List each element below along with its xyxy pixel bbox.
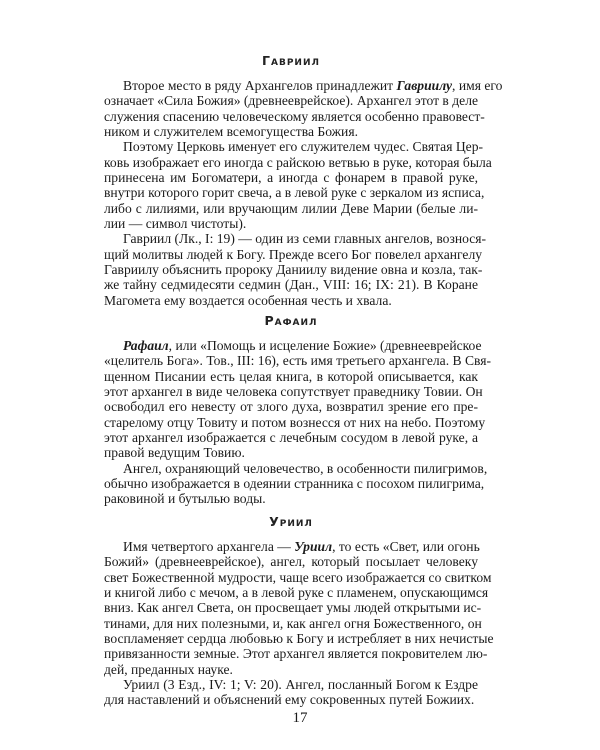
- text-line: свет Божественной мудрости, чаще всего изображается со свитком: [104, 569, 492, 585]
- paragraph: [104, 231, 487, 308]
- text-line: вниз. Как ангел Света, он просвещает умы людей открытыми ис-: [104, 600, 482, 616]
- section-heading: Рафаил: [264, 313, 318, 328]
- section-heading: Гавриил: [262, 53, 320, 68]
- text-segment: Имя четвертого архангела —: [123, 539, 295, 554]
- text-line: щенном Писании есть целая книга, в которой описывается, как: [104, 368, 478, 384]
- text-line: [104, 539, 478, 554]
- text-line: [104, 78, 503, 93]
- paragraph: [104, 677, 478, 708]
- text-line: Уриил (3 Езд., IV: 1; V: 20). Ангел, посланный Богом к Ездре: [123, 677, 478, 693]
- text-line: [104, 338, 482, 353]
- emphasized-name: Рафаил: [123, 338, 169, 353]
- text-line: ковь изображает его иногда с райскою ветвью в руке, которая была: [104, 154, 492, 170]
- text-line: же тайну седмидесяти седмин (Дан., VIII: 16; IX: 21). В Коране: [104, 277, 478, 293]
- text-line: Поэтому Церковь именует его служителем чудес. Святая Цер-: [123, 139, 484, 155]
- text-line: старелому отцу Товиту и потом вознесся от них на небо. Поэтому: [104, 414, 486, 430]
- text-line: для наставлений и объяснений ему сокровенных путей Божиих.: [104, 692, 475, 708]
- text-line: дей, преданных науке.: [104, 661, 233, 677]
- text-line: Гавриилу объяснить пророку Даниилу видение овна и козла, так-: [104, 262, 483, 278]
- text-line: обычно изображается в одеянии странника с посохом пилигрима,: [104, 476, 485, 492]
- paragraph: [104, 460, 488, 507]
- text-line: «целитель Бога». Тов., III: 16), есть имя третьего архангела. В Свя-: [104, 353, 492, 369]
- text-line: Ангел, охраняющий человечество, в особенности пилигримов,: [123, 460, 488, 476]
- text-line: этот архангел изображается с лечебным сосудом в левой руке, а: [104, 430, 478, 446]
- text-line: щий молитвы людей к Богу. Прежде всего Бог повелел архангелу: [104, 246, 483, 262]
- text-segment: , или «Помощь и исцеление Божие» (древнееврейское: [168, 338, 482, 353]
- text-line: Магомета ему воздается особенная честь и хвала.: [104, 292, 392, 308]
- text-line: Гавриил (Лк., I: 19) — один из семи главных ангелов, вознося-: [123, 231, 487, 247]
- text-line: привязанности земные. Этот архангел является покровителем лю-: [104, 646, 488, 662]
- emphasized-name: Уриил: [294, 539, 333, 554]
- text-line: либо с лилиями, или вручающим лилии Деве Марии (белые ли-: [104, 200, 478, 216]
- text-line: принесена им Богоматери, а иногда с фонарем в правой руке,: [104, 170, 478, 186]
- text-line: правой ведущим Товию.: [104, 445, 245, 461]
- text-line: Божий» (древнееврейское), ангел, который посылает человеку: [104, 554, 478, 570]
- text-line: этот архангел в виде человека сопутствует праведнику Товии. Он: [104, 384, 483, 400]
- text-segment: Второе место в ряду Архангелов принадлежит: [123, 78, 397, 93]
- section-heading: Уриил: [269, 514, 313, 529]
- text-line: лии — символ чистоты).: [104, 216, 247, 232]
- text-line: раковиной и бутылью воды.: [104, 491, 266, 507]
- page-number: 17: [292, 710, 308, 726]
- text-line: служения спасению человеческому является особенно правовест-: [104, 108, 485, 124]
- text-line: означает «Сила Божия» (древнееврейское). Архангел этот в деле: [104, 93, 479, 109]
- text-line: внутри которого горит свеча, а в левой руке с зеркалом из ясписа,: [104, 185, 485, 201]
- paragraph: [104, 338, 492, 461]
- text-line: ником и служителем всемогущества Божия.: [104, 124, 358, 140]
- text-line: тинами, для них полезными, и, как ангел огня Божественного, он: [104, 615, 482, 631]
- text-line: и книгой либо с мечом, а в левой руке с пламенем, опускающимся: [104, 585, 489, 601]
- text-line: воспламеняет сердца любовью к Богу и истребляет в них нечистые: [104, 631, 494, 647]
- section-gabriel: [104, 52, 503, 308]
- text-segment: , то есть «Свет, или огонь: [332, 539, 480, 554]
- paragraph: [104, 139, 492, 232]
- text-segment: , имя его: [452, 78, 503, 93]
- section-uriel: [104, 513, 494, 708]
- section-raphael: [104, 312, 492, 507]
- paragraph: [104, 539, 494, 677]
- emphasized-name: Гавриилу: [396, 78, 453, 93]
- paragraph: [104, 78, 503, 140]
- text-line: освободил его невесту от злого духа, возвратил зрение его пре-: [104, 399, 478, 415]
